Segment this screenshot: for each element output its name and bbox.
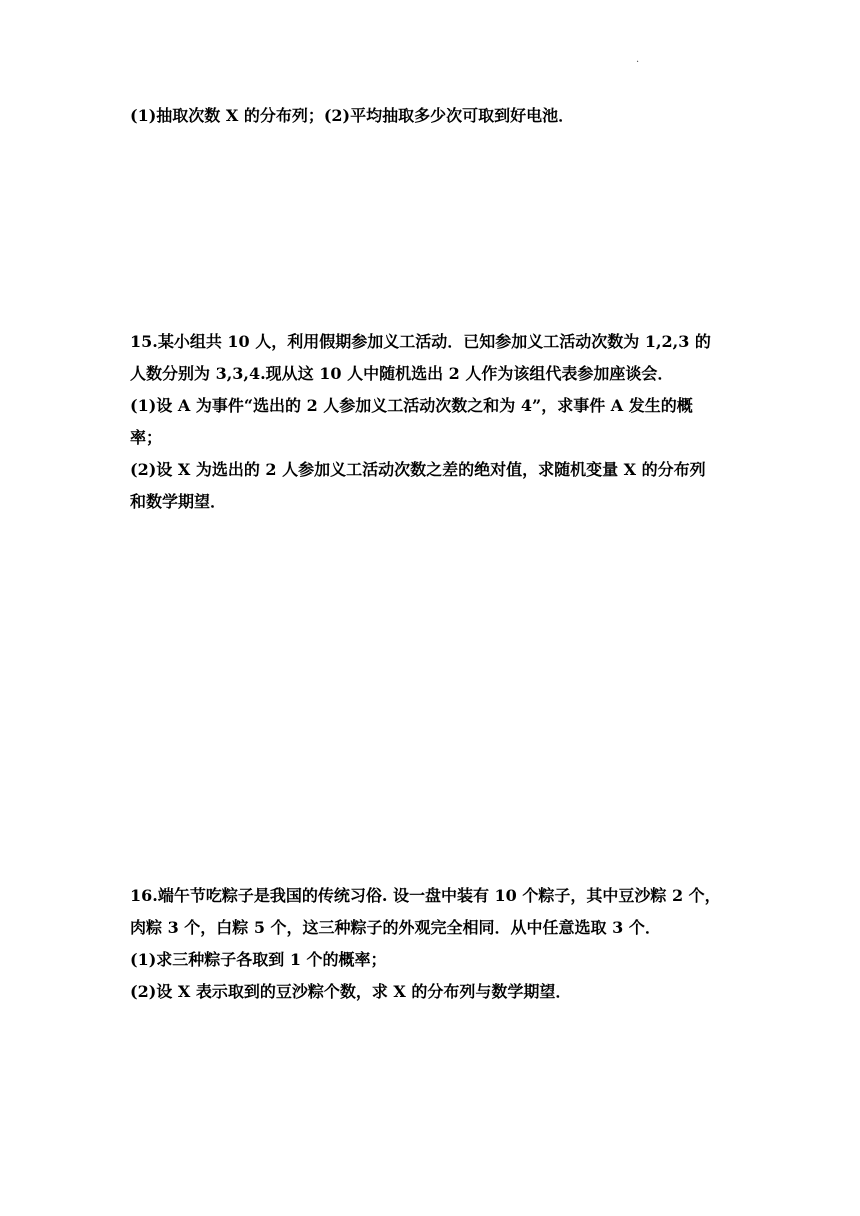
q15-line-3: (1)设 A 为事件“选出的 2 人参加义工活动次数之和为 4”，求事件 A 发生的概: [130, 396, 693, 415]
q15-line-6: 和数学期望．: [130, 492, 227, 511]
q16-line-4: (2)设 X 表示取到的豆沙粽个数，求 X 的分布列与数学期望．: [130, 982, 572, 1001]
question-15: [130, 326, 740, 518]
q16-line-2: 肉粽 3 个，白粽 5 个，这三种粽子的外观完全相同．从中任意选取 3 个．: [130, 918, 661, 937]
q15-line-1: 15.某小组共 10 人，利用假期参加义工活动．已知参加义工活动次数为 1,2,3 的: [130, 332, 711, 351]
q15-line-2: 人数分别为 3,3,4.现从这 10 人中随机选出 2 人作为该组代表参加座谈会．: [130, 364, 674, 383]
header-mark: ·: [636, 57, 640, 68]
q15-line-5: (2)设 X 为选出的 2 人参加义工活动次数之差的绝对值，求随机变量 X 的分布列: [130, 460, 706, 479]
question-14-continuation: [130, 100, 740, 132]
q16-line-1: 16.端午节吃粽子是我国的传统习俗. 设一盘中装有 10 个粽子，其中豆沙粽 2 个，: [130, 886, 721, 905]
q16-line-3: (1)求三种粽子各取到 1 个的概率；: [130, 950, 387, 969]
q15-line-4: 率；: [130, 428, 163, 447]
question-16: [130, 880, 740, 1008]
q14-line-1: (1)抽取次数 X 的分布列；(2)平均抽取多少次可取到好电池．: [130, 106, 575, 125]
